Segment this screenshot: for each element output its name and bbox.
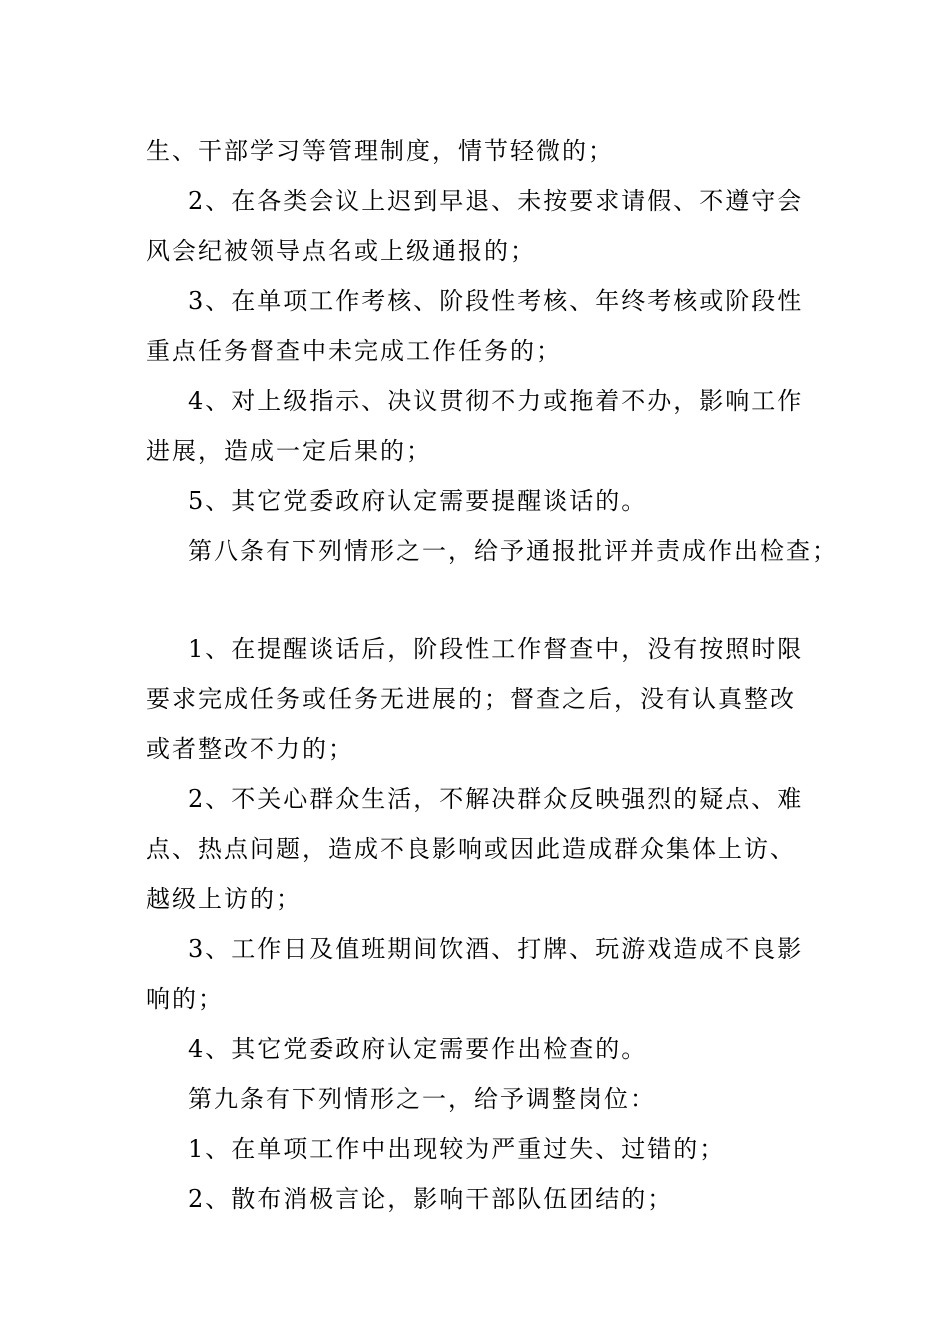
- text-line: 2、散布消极言论，影响干部队伍团结的；: [188, 1185, 674, 1213]
- text-line: 3、工作日及值班期间饮酒、打牌、玩游戏造成不良影: [188, 935, 804, 963]
- text-line: 或者整改不力的；: [146, 735, 354, 763]
- text-line: 要求完成任务或任务无进展的；督查之后，没有认真整改: [146, 685, 796, 713]
- text-line: 重点任务督查中未完成工作任务的；: [146, 337, 562, 365]
- text-line: 风会纪被领导点名或上级通报的；: [146, 237, 536, 265]
- text-line: 响的；: [146, 985, 224, 1013]
- article-heading: 第八条有下列情形之一，给予通报批评并责成作出检查；: [188, 537, 838, 565]
- text-line: 生、干部学习等管理制度，情节轻微的；: [146, 137, 614, 165]
- text-line: 2、在各类会议上迟到早退、未按要求请假、不遵守会: [188, 187, 804, 215]
- article-heading: 第九条有下列情形之一，给予调整岗位：: [188, 1085, 656, 1113]
- text-line: 1、在提醒谈话后，阶段性工作督查中，没有按照时限: [188, 635, 804, 663]
- text-line: 5、其它党委政府认定需要提醒谈话的。: [188, 487, 648, 515]
- text-line: 进展，造成一定后果的；: [146, 437, 432, 465]
- text-line: 1、在单项工作中出现较为严重过失、过错的；: [188, 1135, 726, 1163]
- text-line: 越级上访的；: [146, 885, 302, 913]
- text-line: 点、热点问题，造成不良影响或因此造成群众集体上访、: [146, 835, 796, 863]
- text-line: 4、对上级指示、决议贯彻不力或拖着不办，影响工作: [188, 387, 804, 415]
- text-line: 3、在单项工作考核、阶段性考核、年终考核或阶段性: [188, 287, 804, 315]
- text-line: 4、其它党委政府认定需要作出检查的。: [188, 1035, 648, 1063]
- text-line: 2、不关心群众生活，不解决群众反映强烈的疑点、难: [188, 785, 804, 813]
